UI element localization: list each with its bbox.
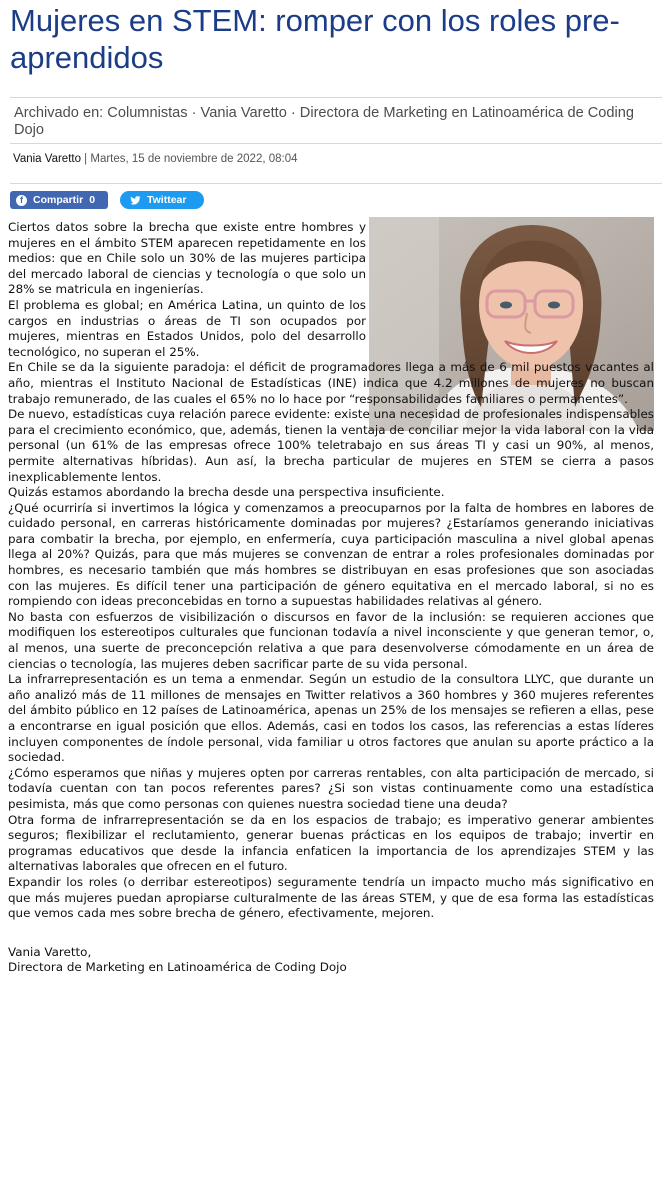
twitter-share-button[interactable] — [120, 191, 204, 209]
paragraph: Expandir los roles (o derribar estereotipos) seguramente tendría un impacto mucho más significativo en que más mujeres puedan apropiarse culturalmente de las áreas STEM, y que de esa forma las estadísticas que vemos cada mes sobre brecha de género, efectivamente, mejoren. — [8, 874, 654, 921]
paragraph: Otra forma de infrarrepresentación se da en los espacios de trabajo; es imperativo generar ambientes seguros; flexibilizar el reclutamiento, generar buenas prácticas en los equipos de trabajo; invertir en programas educativos que desde la infancia enfaticen la importancia de los aprendizajes STEM y las alternativas laborales que ofrecen en el futuro. — [8, 812, 654, 874]
signature-role: Directora de Marketing en Latinoamérica de Coding Dojo — [8, 960, 347, 975]
byline — [13, 152, 298, 166]
share-bar — [10, 191, 204, 209]
paragraph: Ciertos datos sobre la brecha que existe entre hombres y mujeres en el ámbito STEM aparecen repetidamente en los medios: que en Chile solo un 30% de las mujeres participa del mercado laboral de ciencias y tecnología o que solo un 28% se matricula en ingenierías. — [8, 220, 366, 297]
paragraph: En Chile se da la siguiente paradoja: el déficit de programadores llega a más de 6 mil puestos vacantes al año, mientras el Instituto Nacional de Estadísticas (INE) indica que 4.2 millones de mujeres no buscan trabajo remunerado, de las cuales el 65% no lo hace por “responsabilidades familiares o permanentes”. — [8, 360, 654, 406]
twitter-bird-icon — [130, 195, 141, 206]
filed-under: Archivado en: Columnistas · Vania Varetto · Directora de Marketing en Latinoamérica de Coding Dojo — [14, 105, 635, 138]
facebook-icon: f — [16, 195, 27, 206]
spacer — [8, 922, 654, 945]
paragraph: ¿Cómo esperamos que niñas y mujeres opten por carreras rentables, con alta participación de mercado, si todavía cuentan con tan pocos referentes pares? ¿Si son vistas continuamente como una estadística pesimista, más que como personas con quienes nuestra sociedad tiene una deuda? — [8, 765, 654, 811]
divider — [10, 183, 662, 184]
facebook-share-count: 0 — [89, 194, 96, 206]
paragraph: El problema es global; en América Latina, un quinto de los cargos en industrias o áreas de TI son ocupados por mujeres, mientras en Estados Unidos, polo del desarrollo tecnológico, no superan el 25%. — [8, 297, 366, 359]
article-body — [8, 220, 654, 976]
divider — [10, 97, 662, 98]
paragraph: Quizás estamos abordando la brecha desde una perspectiva insuficiente. — [8, 485, 445, 500]
facebook-share-button[interactable] — [10, 191, 108, 209]
byline-separator: | — [80, 153, 91, 165]
divider — [10, 143, 662, 144]
author-link[interactable]: Vania Varetto — [13, 153, 81, 165]
facebook-share-label: Compartir — [33, 194, 84, 206]
paragraph: De nuevo, estadísticas cuya relación parece evidente: existe una necesidad de profesionales indispensables para el crecimiento económico, que, además, tienen la ventaja de conciliar mejor la vida laboral con la vida personal (un 61% de las empresas ofrece 100% teletrabajo en sus áreas TI y casi un 90%, al menos, permite alternativas híbridas). Aun así, la brecha particular de mujeres en STEM se cierra a pasos inexplicablemente lentos. — [8, 407, 654, 484]
twitter-share-label: Twittear — [147, 194, 187, 206]
paragraph: La infrarrepresentación es un tema a enmendar. Según un estudio de la consultora LLYC, que durante un año analizó más de 11 millones de mensajes en Twitter relativos a 360 hombres y 360 mujeres referentes del ámbito público en 12 países de Latinoamérica, apenas un 25% de los mensajes se refieren a ellas, pese a encontrarse en igual posición que ellos. Además, casi en todos los casos, las referencias a estas líderes incluyen componentes de índole personal, vida familiar u otros factores que anulan su aporte práctico a la sociedad. — [8, 672, 654, 765]
article-title: Mujeres en STEM: romper con los roles pre-aprendidos — [10, 3, 620, 75]
paragraph: ¿Qué ocurriría si invertimos la lógica y comenzamos a preocuparnos por la falta de hombres en labores de cuidado personal, en carreras históricamente dominadas por mujeres? ¿Estaríamos generando iniciativas para combatir la brecha, por ejemplo, en enfermería, cuya participación masculina a nivel global apenas llega al 20%? Quizás, para que más mujeres se convenzan de entrar a roles profesionales dominadas por hombres, es necesario también que más hombres se distribuyan en esas profesiones que son asociadas con las mujeres. Es difícil tener una participación de género equitativa en el mercado laboral, si no es rompiendo con ideas preconcebidas en torno a supuestas habilidades relativas al género. — [8, 500, 654, 609]
publish-date: Martes, 15 de noviembre de 2022, 08:04 — [90, 153, 298, 165]
paragraph: No basta con esfuerzos de visibilización o discursos en favor de la inclusión: se requieren acciones que modifiquen los estereotipos culturales que funcionan todavía a nivel inconsciente y que generan temor, o, al menos, una suerte de preconcepción relativa a que para desenvolverse cómodamente en un área de ciencias o tecnología, las mujeres deben sacrificar parte de su vida personal. — [8, 609, 654, 671]
signature-name: Vania Varetto, — [8, 944, 92, 959]
